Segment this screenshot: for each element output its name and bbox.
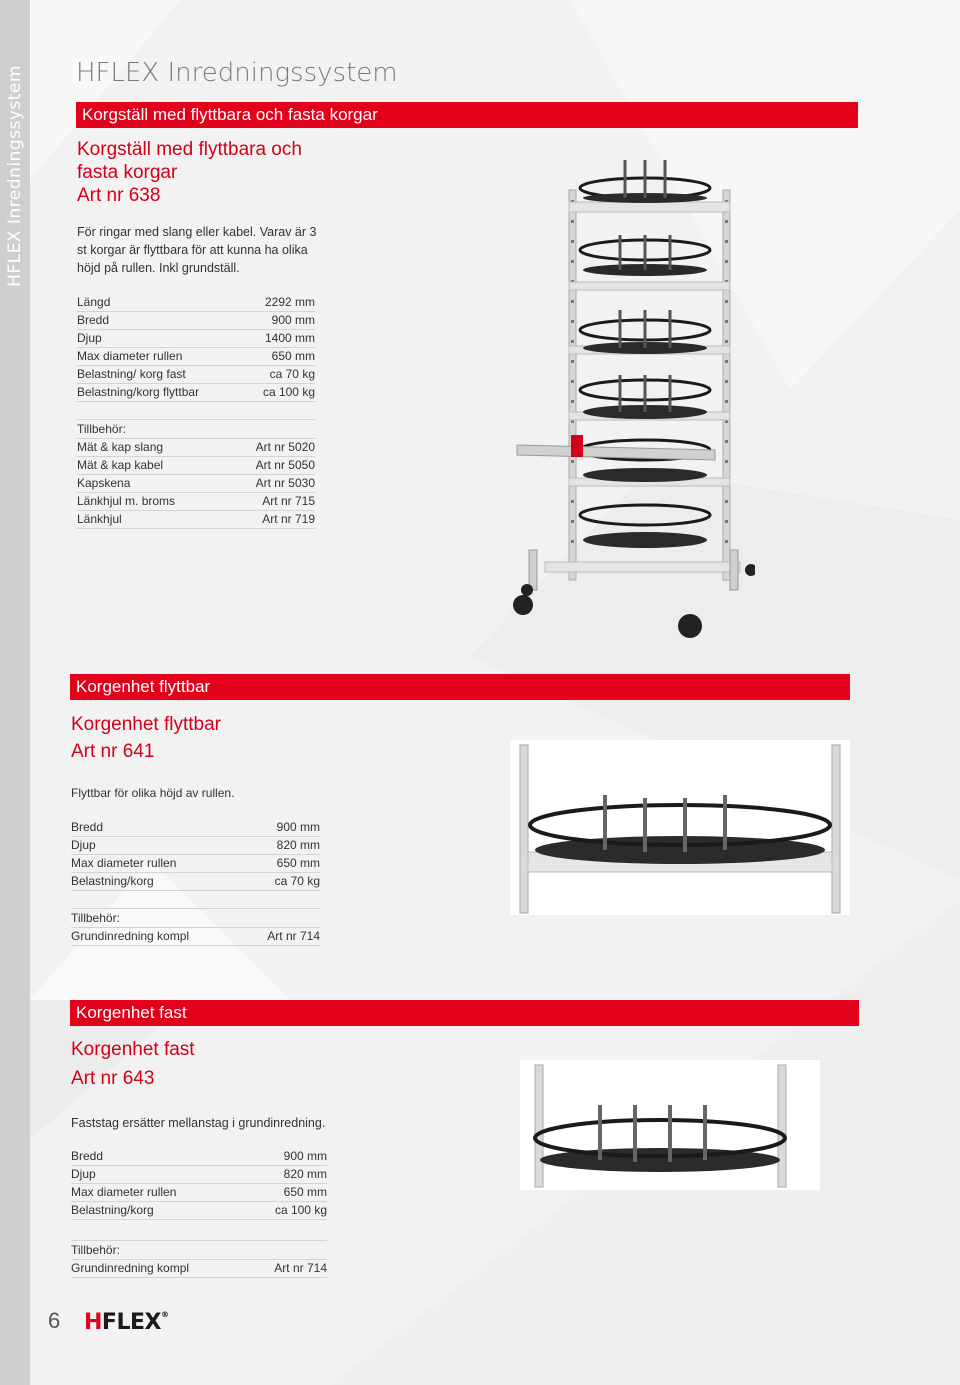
accessory-value: Art nr 714 — [267, 929, 320, 943]
product-description: Flyttbar för olika höjd av rullen. — [71, 786, 235, 800]
accessory-label: Mät & kap kabel — [77, 458, 164, 472]
accessory-row — [71, 928, 320, 946]
hflex-logo — [84, 1310, 168, 1335]
product-title-643 — [71, 1038, 195, 1090]
accessory-value: Art nr 5020 — [255, 440, 315, 454]
accessory-label: Kapskena — [77, 476, 131, 490]
spec-value: 650 mm — [283, 1185, 327, 1199]
spec-label: Belastning/korg flyttbar — [77, 385, 200, 399]
spec-row — [77, 366, 315, 384]
basket-drawing — [510, 740, 850, 915]
page-number: 6 — [48, 1308, 61, 1333]
accessory-row — [71, 1260, 327, 1278]
section-band-fast: Korgenhet fast — [70, 1000, 859, 1026]
accessories-heading: Tillbehör: — [77, 419, 315, 439]
article-number: Art nr 643 — [71, 1068, 155, 1089]
spec-label: Djup — [71, 1167, 96, 1181]
accessories-heading: Tillbehör: — [71, 908, 320, 928]
accessory-value: Art nr 5030 — [255, 476, 315, 490]
basket-rack-image — [505, 150, 755, 650]
spec-row — [77, 312, 315, 330]
accessory-value: Art nr 715 — [262, 494, 315, 508]
sidebar — [0, 0, 30, 1385]
spec-value: 2292 mm — [264, 295, 315, 309]
article-number: Art nr 641 — [71, 741, 155, 762]
accessory-label: Grundinredning kompl — [71, 1261, 190, 1275]
spec-label: Djup — [77, 331, 102, 345]
spec-value: ca 100 kg — [274, 1203, 327, 1217]
product-title-638 — [77, 138, 302, 207]
spec-row — [71, 1166, 327, 1184]
spec-value: 900 mm — [283, 1149, 327, 1163]
logo-text: FLEX — [101, 1310, 161, 1335]
spec-value: 900 mm — [271, 313, 315, 327]
spec-row — [71, 1202, 327, 1220]
spec-value: 650 mm — [276, 856, 320, 870]
spec-value: ca 70 kg — [269, 367, 315, 381]
product-title-line: Korgenhet flyttbar — [71, 714, 221, 735]
spec-label: Djup — [71, 838, 96, 852]
article-number: Art nr 638 — [77, 185, 161, 206]
description-line: st korgar är flyttbara för att kunna ha olika — [77, 243, 308, 257]
accessory-value: Art nr 719 — [262, 512, 315, 526]
product-title-line: Korgställ med flyttbara och — [77, 139, 302, 160]
accessory-label: Länkhjul m. broms — [77, 494, 176, 508]
accessories-table-643 — [71, 1240, 327, 1278]
spec-row — [71, 873, 320, 891]
section-band-korgstall: Korgställ med flyttbara och fasta korgar — [76, 102, 858, 128]
spec-row — [71, 1184, 327, 1202]
logo-letter: H — [84, 1310, 102, 1335]
accessory-value: Art nr 714 — [274, 1261, 327, 1275]
spec-table-638 — [77, 294, 315, 402]
spec-row — [77, 294, 315, 312]
accessory-row — [77, 457, 315, 475]
spec-value: ca 70 kg — [274, 874, 320, 888]
accessories-table-641 — [71, 908, 320, 946]
spec-row — [71, 837, 320, 855]
spec-row — [71, 855, 320, 873]
spec-value: 820 mm — [283, 1167, 327, 1181]
spec-value: 900 mm — [276, 820, 320, 834]
accessory-row — [77, 475, 315, 493]
basket-unit-fast-image — [520, 1060, 820, 1190]
cutter-tool-icon — [571, 435, 583, 457]
spec-label: Max diameter rullen — [71, 856, 177, 870]
spec-label: Belastning/korg — [71, 1203, 154, 1217]
accessories-table-638 — [77, 419, 315, 529]
accessory-row — [77, 493, 315, 511]
spec-label: Bredd — [77, 313, 110, 327]
accessory-row — [77, 511, 315, 529]
accessory-value: Art nr 5050 — [255, 458, 315, 472]
spec-table-643 — [71, 1148, 327, 1220]
spec-value: 1400 mm — [264, 331, 315, 345]
accessory-row — [77, 439, 315, 457]
basket-unit-flyttbar-image — [510, 740, 850, 915]
spec-label: Max diameter rullen — [71, 1185, 177, 1199]
registered-mark: ® — [160, 1310, 169, 1319]
description-line: höjd på rullen. Inkl grundställ. — [77, 261, 240, 275]
accessories-heading: Tillbehör: — [71, 1240, 327, 1260]
spec-row — [77, 348, 315, 366]
accessory-label: Grundinredning kompl — [71, 929, 190, 943]
spec-value: ca 100 kg — [262, 385, 315, 399]
spec-label: Max diameter rullen — [77, 349, 183, 363]
spec-label: Belastning/korg — [71, 874, 154, 888]
spec-row — [71, 1148, 327, 1166]
spec-row — [71, 819, 320, 837]
accessory-label: Mät & kap slang — [77, 440, 164, 454]
product-description: Faststag ersätter mellanstag i grundinredning. — [71, 1116, 326, 1130]
basket-drawing — [520, 1060, 820, 1190]
spec-table-641 — [71, 819, 320, 891]
product-title-line: fasta korgar — [77, 162, 178, 183]
description-line: För ringar med slang eller kabel. Varav är 3 — [77, 225, 317, 239]
page-title: HFLEX Inredningssystem — [76, 58, 398, 88]
sidebar-label: HFLEX Inredningssystem — [5, 65, 25, 287]
spec-value: 650 mm — [271, 349, 315, 363]
spec-row — [77, 384, 315, 402]
product-title-line: Korgenhet fast — [71, 1039, 195, 1060]
product-title-641 — [71, 713, 221, 763]
spec-row — [77, 330, 315, 348]
accessory-label: Länkhjul — [77, 512, 122, 526]
spec-value: 820 mm — [276, 838, 320, 852]
spec-label: Bredd — [71, 1149, 104, 1163]
section-band-flyttbar: Korgenhet flyttbar — [70, 674, 850, 700]
product-description — [77, 223, 316, 277]
spec-label: Belastning/ korg fast — [77, 367, 186, 381]
spec-label: Längd — [77, 295, 111, 309]
spec-label: Bredd — [71, 820, 104, 834]
